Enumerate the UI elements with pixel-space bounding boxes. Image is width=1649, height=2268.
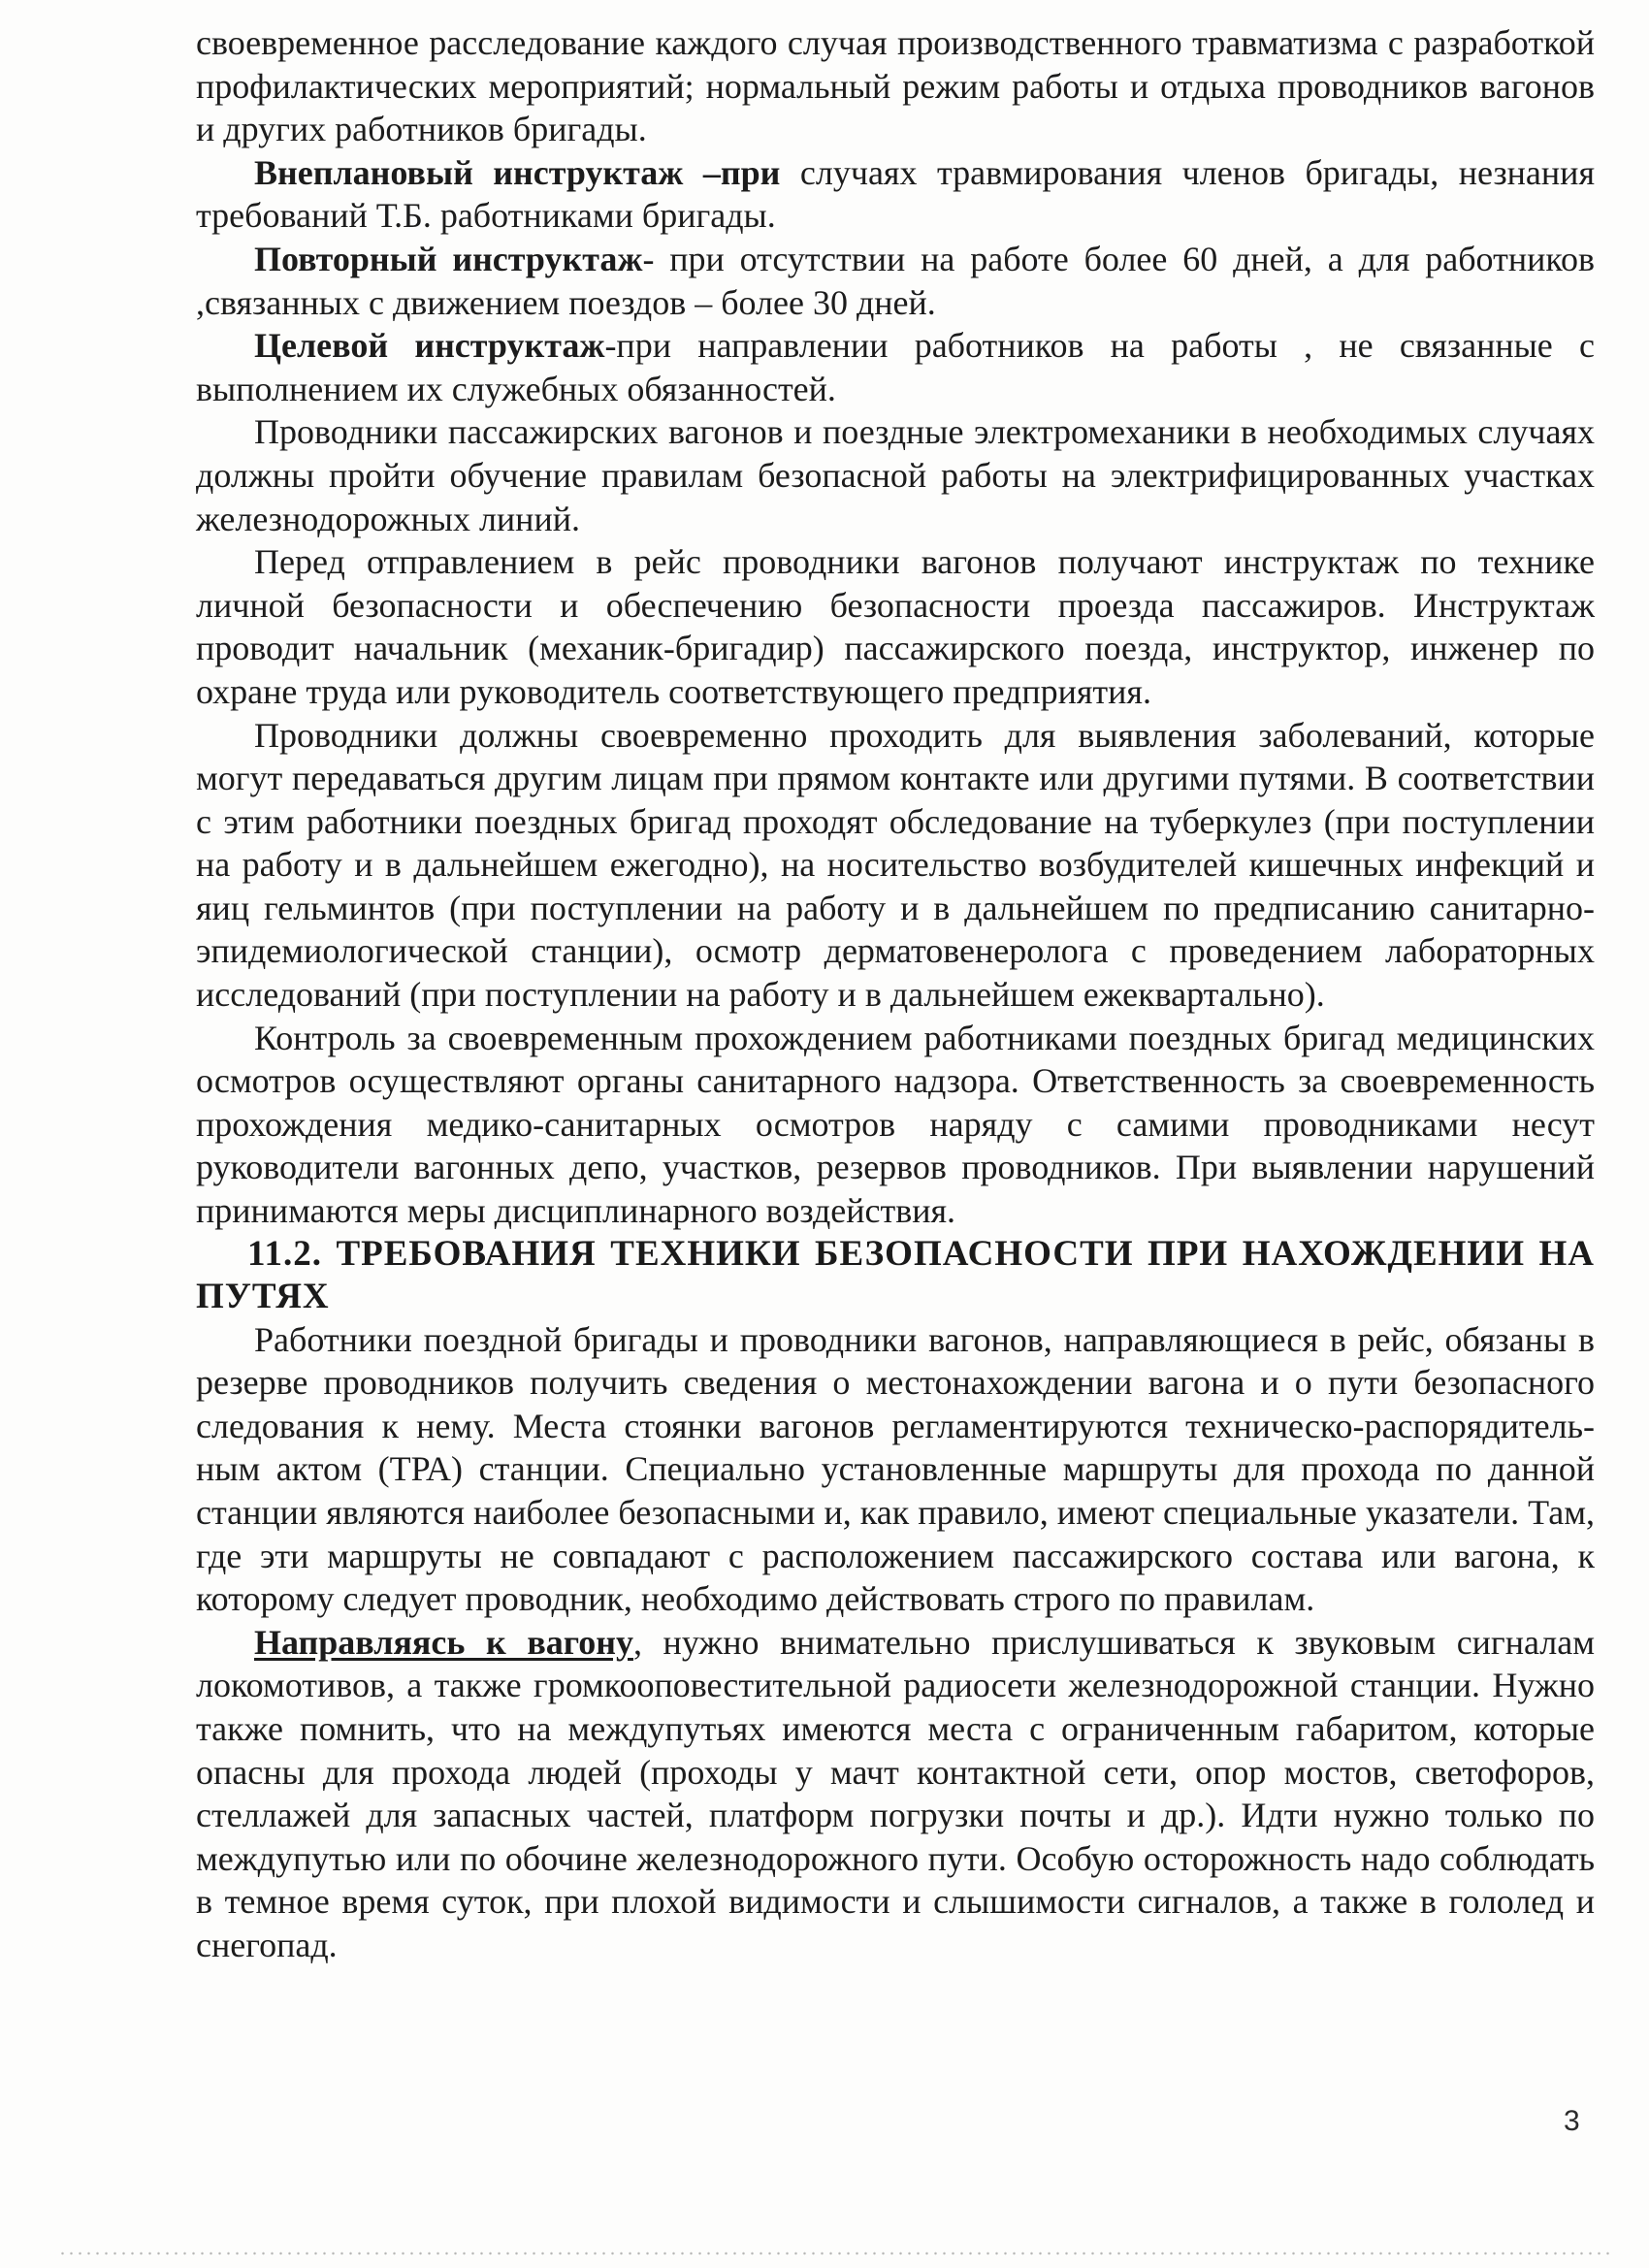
term-targeted-briefing: Целевой инструктаж: [254, 326, 605, 366]
term-repeat-briefing: Повторный инструктаж: [254, 239, 643, 278]
paragraph-text: случаях травмирования членов бригады, незнания требований Т.Б. работниками бригады.: [196, 152, 1596, 236]
paragraph-unscheduled-briefing: [196, 151, 1595, 238]
paragraph-text: Перед отправлением в рейс проводники вагонов получают инструктаж по технике личной безопасности и обеспечению безопасности проезда пассажиров. Инструктаж проводит начальник (механик-бригадир) пассажирского поезда, инструктор, инженер по охране труда или руководитель соответствующего предприятия.: [196, 542, 1595, 711]
paragraph-text: - при отсутствии на работе более 60 дней, а для работников ,связанных с движением поездов – более 30 дней.: [196, 239, 1596, 322]
paragraph-heading-to-car: [196, 1621, 1595, 1967]
paragraph-text: -при направлении работников на работы , не связанные с выполнением их служебных обязанностей.: [196, 326, 1595, 408]
paragraph-text: своевременное расследование каждого случая производственного травматизма с разработкой профилактических мероприятий; нормальный режим работы и отдыха проводников вагонов и других работников бригады.: [196, 23, 1595, 149]
document-body: [196, 21, 1595, 1967]
paragraph-text: Проводники должны своевременно проходить для выявления заболеваний, которые могут передаваться другим лицам при прямом контакте или другими путями. В соответствии с этим работники поездных бригад проходят обследование на туберкулез (при поступлении на работу и в дальнейшем ежегодно), на носительство возбудителей кишечных инфекций и яиц гельминтов (при поступлении на работу и в дальнейшем по предписанию санитарно-эпидемиологической станции), осмотр дерматовенеролога с проведением лабораторных исследований (при поступлении на работу и в дальнейшем ежеквартально).: [196, 715, 1595, 1015]
paragraph-repeat-briefing: [196, 238, 1595, 324]
page-number: 3: [1564, 2105, 1580, 2137]
paragraph-departure-briefing: [196, 540, 1595, 713]
paragraph-text: Проводники пассажирских вагонов и поездные электромеханики в необходимых случаях должны пройти обучение правилам безопасной работы на электрифицированных участках железнодорожных линий.: [196, 412, 1595, 538]
term-heading-to-car: Направляясь к вагону: [254, 1622, 633, 1662]
term-unscheduled-briefing: Внеплановый инструктаж –при: [254, 152, 781, 192]
paragraph-continuation: [196, 21, 1595, 151]
paragraph-text: , нужно внимательно прислушиваться к звуковым сигналам локомотивов, а также громкооповестительной радиосети железнодорожной станции. Нужно также помнить, что на междупутьях имеются места с ограниченным габаритом, которые опасны для прохода людей (проходы у мачт контактной сети, опор мостов, светофоров, стеллажей для запасных частей, платформ погрузки почты и др.). Идти нужно только по междупутью или по обочине железнодорожного пути. Особую осторожность надо соблюдать в темное время суток, при плохой видимости и слышимости сигналов, а также в гололед и снегопад.: [196, 1622, 1595, 1964]
paragraph-medical-exams: [196, 714, 1595, 1017]
paragraph-targeted-briefing: [196, 324, 1595, 410]
paragraph-electrified-training: [196, 410, 1595, 540]
paragraph-text: Работники поездной бригады и проводники вагонов, направляющиеся в рейс, обязаны в резерве проводников получить сведения о местонахождении вагона и о пути безопасного следования к нему. Места стоянки вагонов регламентируются техническо-распорядитель-ным актом (ТРА) станции. Специально установленные маршруты для прохода по данной станции являются наиболее безопасными и, как правило, имеют специальные указатели. Там, где эти маршруты не совпадают с расположением пассажирского состава или вагона, к которому следует проводник, необходимо действовать строго по правилам.: [196, 1319, 1595, 1619]
paragraph-text: Контроль за своевременным прохождением работниками поездных бригад медицинских осмотров осуществляют органы санитарного надзора. Ответственность за своевременность прохождения медико-санитарных осмотров наряду с самими проводниками несут руководители вагонных депо, участков, резервов проводников. При выявлении нарушений принимаются меры дисциплинарного воздействия.: [196, 1018, 1595, 1231]
scan-edge-artifact: [58, 2251, 1610, 2256]
paragraph-medical-control: [196, 1017, 1595, 1233]
section-heading: 11.2. ТРЕБОВАНИЯ ТЕХНИКИ БЕЗОПАСНОСТИ ПРИ НАХОЖДЕНИИ НА ПУТЯХ: [196, 1233, 1595, 1316]
paragraph-route-to-car: [196, 1318, 1595, 1621]
